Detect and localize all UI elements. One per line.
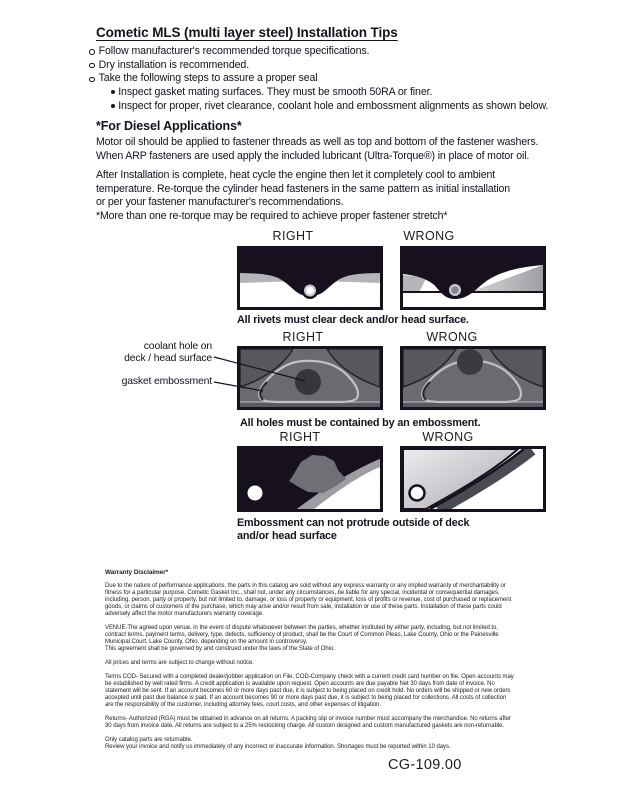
protrusion-right-diagram: [237, 446, 383, 512]
right-label: RIGHT: [282, 330, 324, 344]
list-item: [89, 72, 599, 86]
open-bullet-icon: [89, 49, 95, 55]
bullet-text: Take the following steps to assure a proper seal: [98, 72, 318, 85]
list-item: [111, 100, 599, 114]
wrong-label: WRONG: [422, 430, 474, 444]
diesel-heading: *For Diesel Applications*: [96, 119, 242, 133]
page-title: Cometic MLS (multi layer steel) Installation Tips: [96, 25, 398, 40]
rivet-right-diagram: [237, 246, 383, 310]
installation-tips-list: [89, 45, 599, 114]
list-item: [111, 86, 599, 100]
disclaimer-paragraph: Terms COD- Secured with a completed dealer/jobber application on File, COD-Company check with a current credit card number on file. Open accounts may be established by well rated firms. A credit application is available upon request. Open accounts are due payable Net 30 days from date of invoice. No statement will be sent. If an account becomes 60 or more days past due, it is subject to being placed on credit hold. No orders will be shipped or new orders accepted until past due balance is paid. If an account becomes 90 or more days past due, it is subject to being placed for collections. All costs of collection are the responsibility of the customer, including attorney fees, court costs, and other expenses of litigation.: [105, 673, 514, 709]
protrusion-caption: Embossment can not protrude outside of deck and/or head surface: [237, 517, 470, 542]
coolant-hole-label: coolant hole on deck / head surface: [124, 341, 212, 364]
disclaimer-paragraph: Due to the nature of performance applications, the parts in this catalog are sold without any express warranty or any implied warranty of merchantability or fitness for a particular purpose. Cometic Gasket Inc., shall not, under any circumstances, be liable for any special, incidental or consequential damages, including, person, party or property, but not limited to, damage, or loss of property or equipment, loss of profits or revenue, cost of purchased or replacement goods, or claims of customers of the purchase, which may arise and/or result from sale, installation or use of these parts. Installation of these parts could adversely affect the motor manufacturers warranty coverage.: [105, 582, 512, 618]
protrusion-wrong-diagram: [400, 446, 546, 512]
page-code: CG-109.00: [388, 757, 462, 773]
diesel-paragraph-1: Motor oil should be applied to fastener threads as well as top and bottom of the fastener washers. When ARP fasteners are used apply the included lubricant (Ultra-Torque®) in place of motor oil.: [96, 136, 539, 162]
filled-bullet-icon: [111, 90, 115, 94]
bullet-text: Inspect gasket mating surfaces. They must be smooth 50RA or finer.: [118, 86, 433, 99]
bullet-text: Inspect for proper, rivet clearance, coolant hole and embossment alignments as shown below.: [118, 99, 549, 112]
rivet-caption: All rivets must clear deck and/or head surface.: [237, 314, 469, 326]
filled-bullet-icon: [111, 104, 115, 108]
bullet-text: Dry installation is recommended.: [98, 58, 250, 71]
gasket-embossment-label: gasket embossment: [121, 376, 212, 387]
open-bullet-icon: [89, 63, 95, 69]
embossment-right-diagram: [237, 346, 383, 410]
retorque-note: *More than one re-torque may be required to achieve proper fastener stretch*: [96, 210, 448, 222]
right-label: RIGHT: [272, 229, 314, 243]
list-item: [89, 59, 599, 73]
disclaimer-paragraph: Only catalog parts are returnable. Review your invoice and notify us immediately of any incorrect or inaccurate information. Shortages must be reported within 10 days.: [105, 736, 451, 750]
embossment-wrong-diagram: [400, 346, 546, 410]
bullet-text: Follow manufacturer's recommended torque specifications.: [98, 45, 370, 57]
open-bullet-icon: [89, 77, 95, 83]
disclaimer-heading: Warranty Disclaimer*: [105, 569, 169, 576]
disclaimer-paragraph: All prices and terms are subject to change without notice.: [105, 660, 254, 667]
wrong-label: WRONG: [426, 330, 478, 344]
diesel-paragraph-2: After Installation is complete, heat cycle the engine then let it completely cool to ambient temperature. Re-torque the cylinder head fasteners in the same pattern as initial installation or per your fastener manufacturer's recommendations.: [96, 169, 511, 209]
warranty-disclaimer: [105, 569, 515, 758]
disclaimer-paragraph: VENUE-The agreed upon venue, in the event of dispute whatsoever between the parties, whether instituted by either party, including, but not limited to, contract terms, payment terms, delivery, type, defects, sufficiency of product, shall be the Court of Common Pleas, Lake County, Ohio or the Painesville Municipal Court, Lake County, Ohio, depending on the amount in controversy. This agreement shall be governed by and construed under the laws of the State of Ohio.: [105, 624, 499, 653]
holes-caption: All holes must be contained by an embossment.: [240, 417, 481, 429]
right-label: RIGHT: [279, 430, 321, 444]
wrong-label: WRONG: [403, 229, 455, 243]
rivet-wrong-diagram: [400, 246, 546, 310]
disclaimer-paragraph: Returns- Authorized (RGA) must be obtained in advance on all returns. A packing slip or invoice number must accompany the merchandise. No returns after 30 days from invoice date. All returns are subject to a 25% restocking charge. All custom designed and custom manufactured gaskets are non-returnable.: [105, 716, 511, 730]
list-item: [89, 45, 599, 59]
